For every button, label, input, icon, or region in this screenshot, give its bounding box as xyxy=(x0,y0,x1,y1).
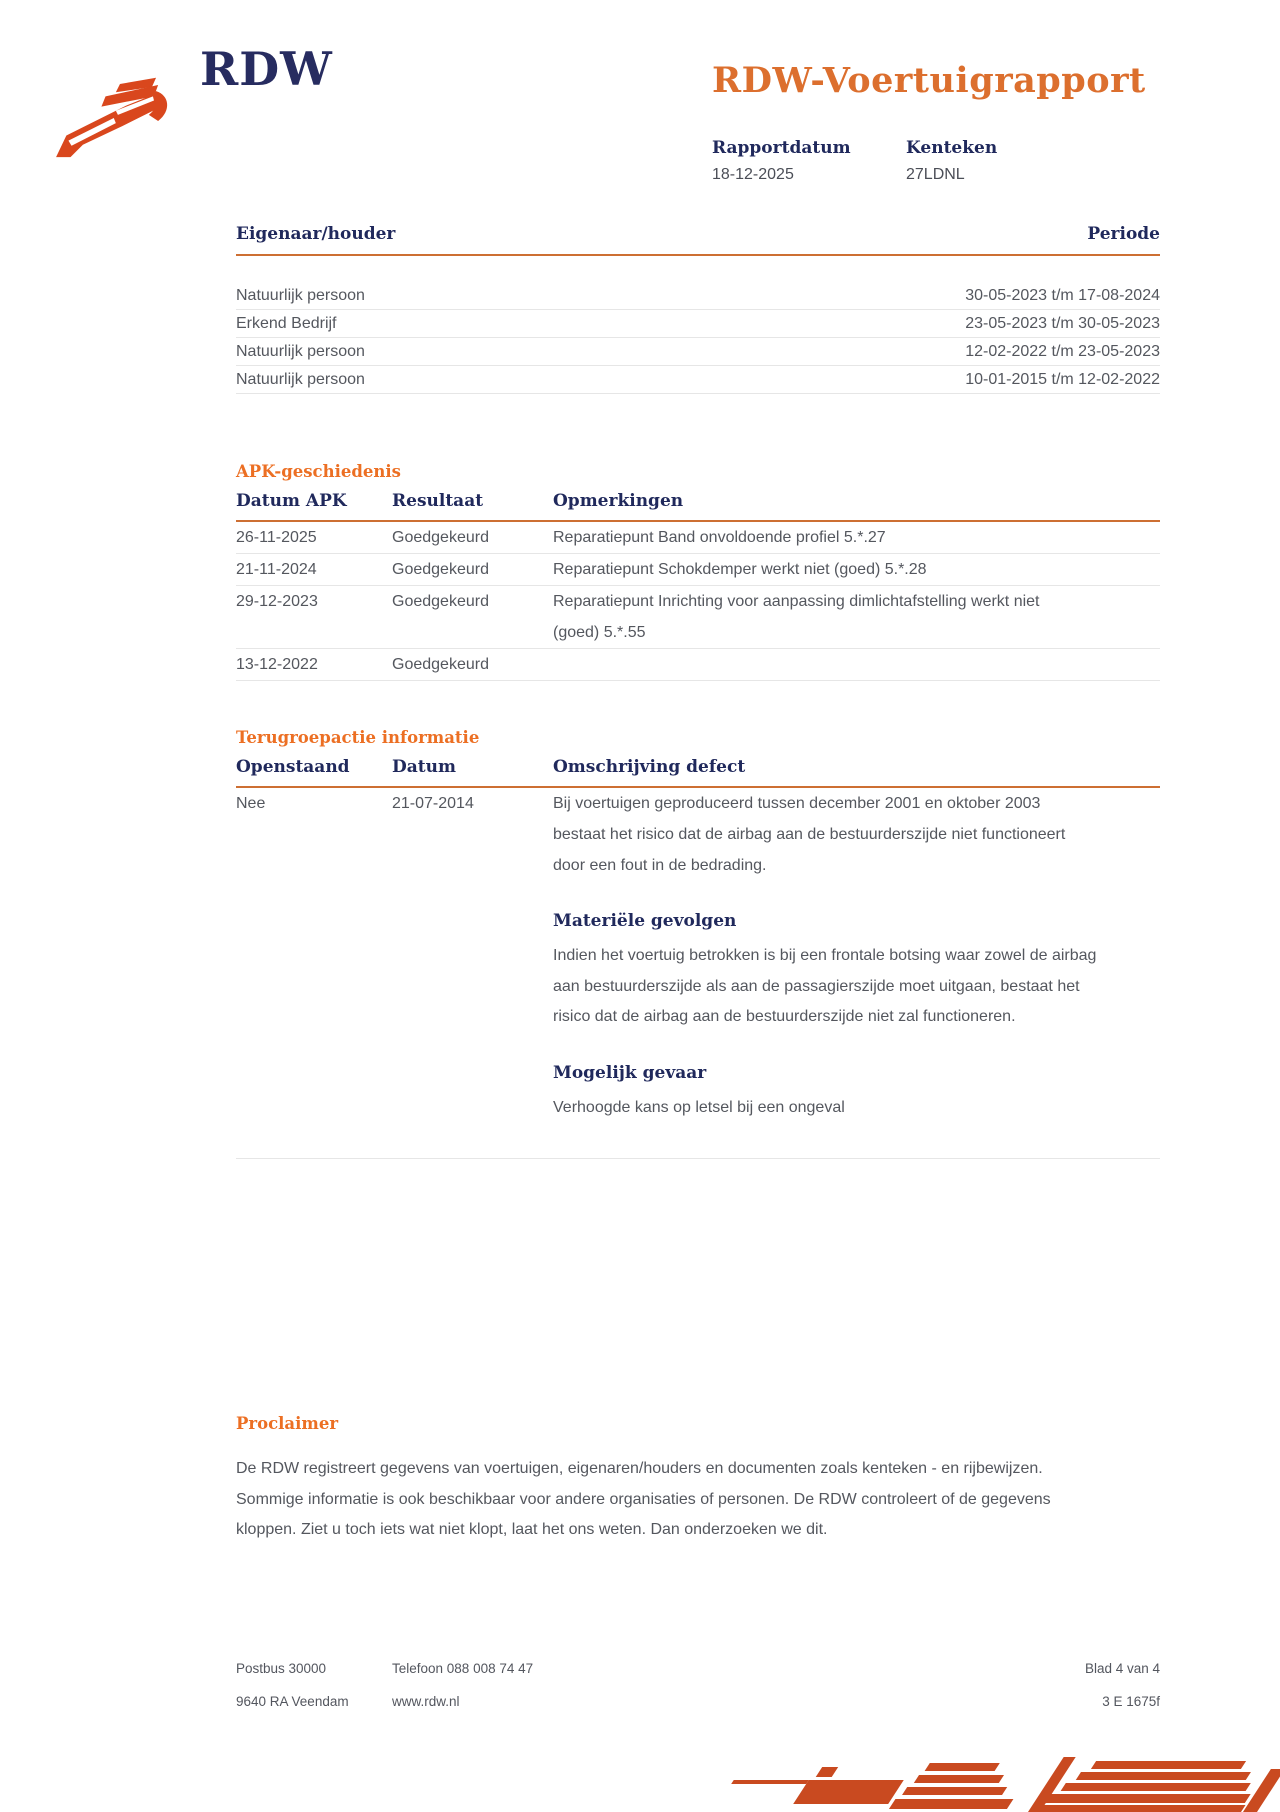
apk-table-row xyxy=(236,586,1160,649)
report-title: RDW-Voertuigrapport xyxy=(712,60,1146,101)
recall-row xyxy=(236,788,1160,881)
apk-col-date: Datum APK xyxy=(236,491,347,511)
recall-col-date: Datum xyxy=(392,757,456,777)
recall-table-header xyxy=(236,757,1160,788)
rdw-wing-icon xyxy=(54,76,188,162)
apk-result: Goedgekeurd xyxy=(392,561,489,578)
speed-stripes-graphic xyxy=(690,1755,1280,1812)
apk-date: 26-11-2025 xyxy=(236,529,317,546)
apk-section-title: APK-geschiedenis xyxy=(236,462,401,481)
apk-date: 29-12-2023 xyxy=(236,593,318,610)
period-column-header: Periode xyxy=(1087,224,1160,244)
recall-section xyxy=(236,728,1160,1123)
danger-title: Mogelijk gevaar xyxy=(553,1062,707,1083)
license-value: 27LDNL xyxy=(906,166,965,183)
section-divider xyxy=(236,1158,1160,1159)
page-footer xyxy=(236,1660,1160,1726)
report-date-label: Rapportdatum xyxy=(712,138,851,158)
owner-type: Erkend Bedrijf xyxy=(236,314,337,332)
footer-row xyxy=(236,1660,1160,1678)
consequences-title: Materiële gevolgen xyxy=(553,911,737,931)
license-label: Kenteken xyxy=(906,138,998,158)
footer-phone: Telefoon 088 008 74 47 xyxy=(392,1661,534,1676)
apk-table-row xyxy=(236,649,1160,681)
recall-col-open: Openstaand xyxy=(236,757,350,777)
owner-type: Natuurlijk persoon xyxy=(236,286,365,304)
owner-type: Natuurlijk persoon xyxy=(236,342,365,360)
owner-row xyxy=(236,366,1160,394)
proclaimer-text: De RDW registreert gegevens van voertuigen, eigenaren/houders en documenten zoals kenteken - en rijbewijzen. Sommige informatie is ook beschikbaar voor andere organisaties of personen. De RDW controleert of de gegevens kloppen. Ziet u toch iets wat niet klopt, laat het ons weten. Dan onderzoeken we dit. xyxy=(236,1460,1051,1538)
owner-period: 30-05-2023 t/m 17-08-2024 xyxy=(965,286,1160,304)
apk-remark: Reparatiepunt Inrichting voor aanpassing dimlichtafstelling werkt niet (goed) 5.*.55 xyxy=(553,593,1040,641)
apk-remark: Reparatiepunt Schokdemper werkt niet (goed) 5.*.28 xyxy=(553,561,927,578)
recall-open: Nee xyxy=(236,795,266,812)
apk-table-row xyxy=(236,522,1160,554)
license-plate-block xyxy=(906,138,997,184)
footer-doc-code: 3 E 1675f xyxy=(1102,1694,1160,1709)
recall-description: Bij voertuigen geproduceerd tussen december 2001 en oktober 2003 bestaat het risico dat de airbag aan de bestuurderszijde niet functioneert door een fout in de bedrading. xyxy=(553,795,1066,874)
owner-section-header xyxy=(236,224,1160,256)
owner-section-title: Eigenaar/houder xyxy=(236,224,396,244)
owner-section xyxy=(236,224,1160,394)
owner-rows xyxy=(236,282,1160,394)
apk-date: 13-12-2022 xyxy=(236,656,318,673)
owner-period: 10-01-2015 t/m 12-02-2022 xyxy=(965,370,1160,388)
recall-date: 21-07-2014 xyxy=(392,795,474,812)
owner-type: Natuurlijk persoon xyxy=(236,370,365,388)
owner-period: 23-05-2023 t/m 30-05-2023 xyxy=(965,314,1160,332)
proclaimer-section xyxy=(236,1414,1160,1546)
footer-page-number: Blad 4 van 4 xyxy=(1084,1661,1160,1676)
rdw-logo-text: RDW xyxy=(200,42,333,96)
proclaimer-title: Proclaimer xyxy=(236,1414,339,1433)
footer-address-line2: 9640 RA Veendam xyxy=(236,1694,349,1709)
owner-row xyxy=(236,282,1160,310)
apk-result: Goedgekeurd xyxy=(392,593,489,610)
apk-col-remarks: Opmerkingen xyxy=(553,491,684,511)
owner-row xyxy=(236,338,1160,366)
apk-table-header xyxy=(236,491,1160,522)
report-date-value: 18-12-2025 xyxy=(712,166,794,183)
recall-section-title: Terugroepactie informatie xyxy=(236,728,480,747)
footer-address-line1: Postbus 30000 xyxy=(236,1661,327,1676)
owner-period: 12-02-2022 t/m 23-05-2023 xyxy=(965,342,1160,360)
apk-result: Goedgekeurd xyxy=(392,656,489,673)
apk-result: Goedgekeurd xyxy=(392,529,489,546)
apk-history-section xyxy=(236,462,1160,681)
apk-remark xyxy=(553,649,1088,680)
footer-row xyxy=(236,1693,1160,1711)
danger-text: Verhoogde kans op letsel bij een ongeval xyxy=(553,1098,845,1116)
recall-details xyxy=(553,911,1118,1123)
report-date-block xyxy=(712,138,851,184)
owner-row xyxy=(236,310,1160,338)
footer-website: www.rdw.nl xyxy=(392,1694,460,1709)
consequences-text: Indien het voertuig betrokken is bij een frontale botsing waar zowel de airbag aan bestuurderszijde als aan de passagierszijde moet uitgaan, bestaat het risico dat de airbag aan de bestuurderszijde niet zal functioneren. xyxy=(553,947,1097,1025)
apk-table-row xyxy=(236,554,1160,586)
apk-remark: Reparatiepunt Band onvoldoende profiel 5.*.27 xyxy=(553,529,886,546)
recall-col-description: Omschrijving defect xyxy=(553,757,746,777)
apk-col-result: Resultaat xyxy=(392,491,484,511)
apk-date: 21-11-2024 xyxy=(236,561,317,578)
